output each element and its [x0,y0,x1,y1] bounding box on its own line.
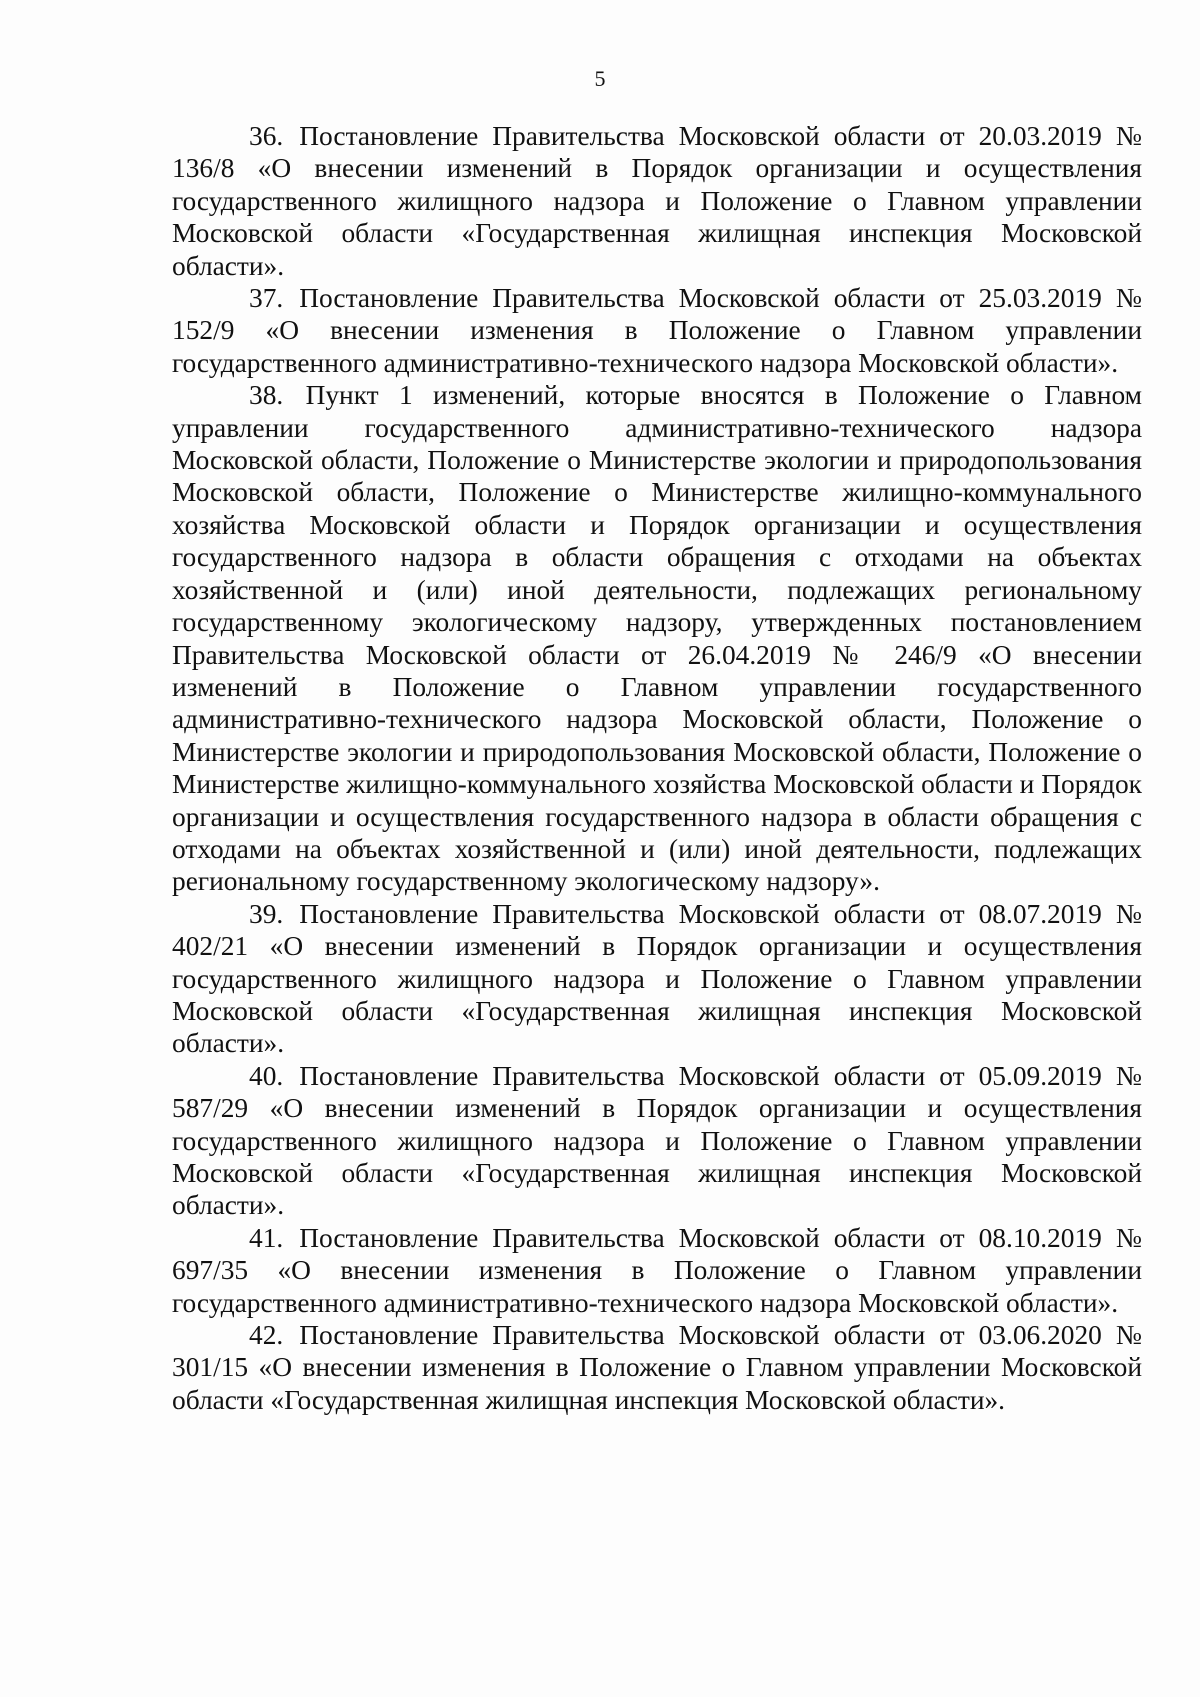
item-number: 38. [249,380,284,411]
item-text: Постановление Правительства Московской области от 03.06.2020 № 301/15 «О внесении изменения в Положение о Главном управлении Московской области «Государственная жилищная инспекция Московской области». [172,1320,1142,1415]
item-number: 40. [249,1060,284,1091]
item-text: Пункт 1 изменений, которые вносятся в Положение о Главном управлении государственного административно-технического надзора Московской области, Положение о Министерстве экологии и природопользования Московской области, Положение о Министерстве жилищно-коммунального хозяйства Московской области и Порядок организации и осуществления государственного надзора в области обращения с отходами на объектах хозяйственной и (или) иной деятельности, подлежащих региональному государственному экологическому надзору, утвержденных постановлением Правительства Московской области от 26.04.2019 № 246/9 «О внесении изменений в Положение о Главном управлении государственного административно-технического надзора Московской области, Положение о Министерстве экологии и природопользования Московской области, Положение о Министерстве жилищно-коммунального хозяйства Московской области и Порядок организации и осуществления государственного надзора в области обращения с отходами на объектах хозяйственной и (или) иной деятельности, подлежащих региональному государственному экологическому надзору». [172,380,1142,897]
item-text: Постановление Правительства Московской области от 25.03.2019 № 152/9 «О внесении изменения в Положение о Главном управлении государственного административно-технического надзора Московской области». [172,283,1142,378]
list-item [172,282,1142,379]
list-item [172,379,1142,898]
item-text: Постановление Правительства Московской области от 08.07.2019 № 402/21 «О внесении изменений в Порядок организации и осуществления государственного жилищного надзора и Положение о Главном управлении Московской области «Государственная жилищная инспекция Московской области». [172,898,1142,1059]
item-number: 41. [249,1222,284,1253]
item-number: 36. [249,121,284,151]
page-number: 5 [594,66,606,91]
list-item [172,898,1142,1060]
item-text: Постановление Правительства Московской области от 08.10.2019 № 697/35 «О внесении изменения в Положение о Главном управлении государственного административно-технического надзора Московской области». [172,1222,1142,1318]
list-item [172,1060,1142,1222]
list-item [172,120,1142,282]
document-body [172,120,1142,1416]
list-item [172,1222,1142,1319]
item-text: Постановление Правительства Московской области от 05.09.2019 № 587/29 «О внесении изменений в Порядок организации и осуществления государственного жилищного надзора и Положение о Главном управлении Московской области «Государственная жилищная инспекция Московской области». [172,1060,1142,1221]
item-number: 42. [249,1320,284,1351]
item-number: 37. [249,283,284,314]
item-number: 39. [249,898,284,929]
list-item [172,1319,1142,1416]
item-text: Постановление Правительства Московской области от 20.03.2019 № 136/8 «О внесении изменений в Порядок организации и осуществления государственного жилищного надзора и Положение о Главном управлении Московской области «Государственная жилищная инспекция Московской области». [172,121,1142,281]
